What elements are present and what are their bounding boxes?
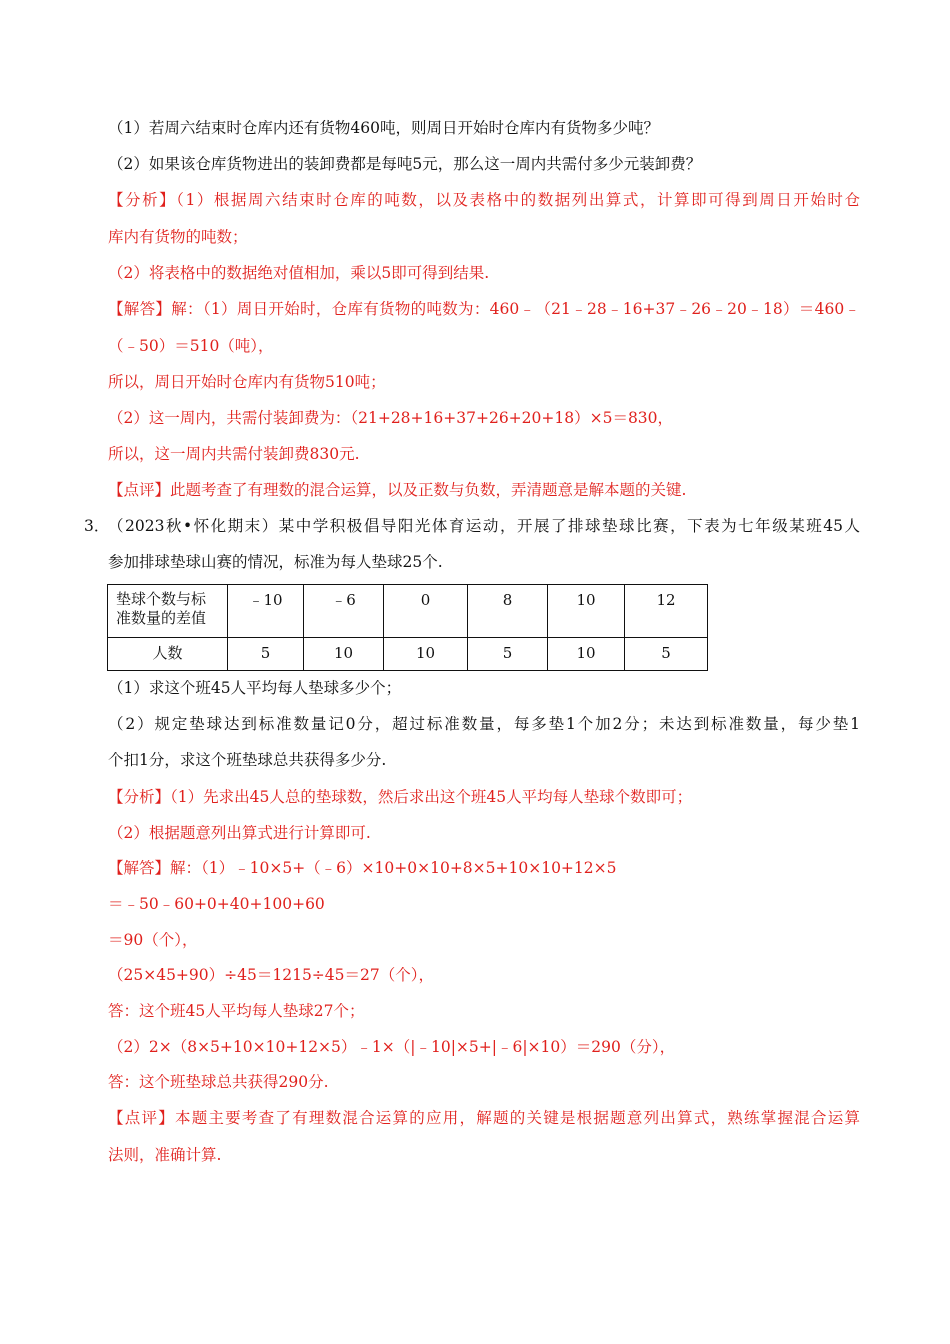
answer-tag: 【解答】 <box>108 859 171 877</box>
q3-comment-a: 本题主要考查了有理数混合运算的应用，解题的关键是根据题意列出算式，熟练掌握混合运算 <box>174 1109 860 1127</box>
q3-analysis <box>108 787 692 807</box>
q2-comment-text: 此题考查了有理数的混合运算，以及正数与负数，弄清题意是解本题的关键. <box>170 481 687 499</box>
q2-answer-1b: （﹣50）＝510（吨）， <box>108 337 274 355</box>
q3-answer-7: 答：这个班垫球总共获得290分. <box>108 1073 329 1091</box>
q3-answer-4: （25×45+90）÷45＝1215÷45＝27（个）， <box>108 966 434 984</box>
q3-answer-5: 答：这个班45人平均每人垫球27个； <box>108 1002 365 1020</box>
q3-subquestion-2b: 个扣1分，求这个班垫球总共获得多少分. <box>108 751 387 769</box>
q2-subquestion-1: （1）若周六结束时仓库内还有货物460吨，则周日开始时仓库内有货物多少吨？ <box>108 119 659 137</box>
table-cell: 10 <box>304 638 384 671</box>
table-cell: 10 <box>548 585 625 638</box>
q3-answer-3: ＝90（个）， <box>108 931 198 949</box>
analysis-tag: 【分析】 <box>108 191 177 209</box>
q2-answer-2a: （2）这一周内，共需付装卸费为：（21+28+16+37+26+20+18）×5＝830， <box>108 409 674 427</box>
table-header-count: 人数 <box>108 638 228 671</box>
q2-answer <box>108 299 860 319</box>
table-cell: 8 <box>468 585 548 638</box>
q3-subquestion-1: （1）求这个班45人平均每人垫球多少个； <box>108 679 402 697</box>
q2-comment <box>108 480 686 500</box>
q3-answer-2: ＝﹣50﹣60+0+40+100+60 <box>108 895 325 913</box>
q2-analysis-text-1a: （1）根据周六结束时仓库的吨数，以及表格中的数据列出算式，计算即可得到周日开始时仓 <box>176 191 860 209</box>
q2-answer-1a: 解：（1）周日开始时，仓库有货物的吨数为：460﹣（21﹣28﹣16+37﹣26﹣20﹣18）＝460﹣ <box>171 300 860 318</box>
table-cell: ﹣10 <box>228 585 304 638</box>
table-cell: 5 <box>228 638 304 671</box>
table-cell: 12 <box>625 585 708 638</box>
q3-answer-6: （2）2×（8×5+10×10+12×5）﹣1×（|﹣10|×5+|﹣6|×10）＝290（分）， <box>108 1038 676 1056</box>
q3-analysis-2: （2）根据题意列出算式进行计算即可. <box>108 824 371 842</box>
q3-subquestion-2a: （2）规定垫球达到标准数量记0分，超过标准数量，每多垫1个加2分；未达到标准数量，每少垫1 <box>108 715 860 733</box>
table-header-line-1: 垫球个数与标 <box>116 590 207 608</box>
answer-tag: 【解答】 <box>108 300 172 318</box>
comment-tag: 【点评】 <box>108 481 171 499</box>
q3-comment-b: 法则，准确计算. <box>108 1146 222 1164</box>
analysis-tag: 【分析】 <box>108 788 171 806</box>
table-cell: 0 <box>384 585 468 638</box>
table-row <box>108 638 708 671</box>
q3-answer <box>108 858 617 878</box>
q3-comment <box>108 1108 860 1128</box>
table-cell: 5 <box>625 638 708 671</box>
table-cell: 10 <box>548 638 625 671</box>
q3-answer-1: 解：（1）﹣10×5+（﹣6）×10+0×10+8×5+10×10+12×5 <box>170 859 617 877</box>
q2-analysis-text-2: （2）将表格中的数据绝对值相加，乘以5即可得到结果. <box>108 264 490 282</box>
table-cell: 10 <box>384 638 468 671</box>
q3-analysis-1: （1）先求出45人总的垫球数，然后求出这个班45人平均每人垫球个数即可； <box>170 788 693 806</box>
table-header-difference <box>108 585 228 638</box>
q3-stem-a: （2023秋•怀化期末）某中学积极倡导阳光体育运动，开展了排球垫球比赛，下表为七年级某班45人 <box>108 517 860 535</box>
q3-data-table <box>107 584 708 671</box>
table-header-line-2: 准数量的差值 <box>116 609 207 627</box>
table-cell: ﹣6 <box>304 585 384 638</box>
q2-answer-1c: 所以，周日开始时仓库内有货物510吨； <box>108 373 386 391</box>
q3-stem-b: 参加排球垫球山赛的情况，标准为每人垫球25个. <box>108 553 443 571</box>
table-cell: 5 <box>468 638 548 671</box>
q3-number: 3． <box>84 517 110 535</box>
q2-analysis-text-1b: 库内有货物的吨数； <box>108 228 248 246</box>
q2-subquestion-2: （2）如果该仓库货物进出的装卸费都是每吨5元，那么这一周内共需付多少元装卸费？ <box>108 155 702 173</box>
q2-answer-2b: 所以，这一周内共需付装卸费830元. <box>108 445 360 463</box>
comment-tag: 【点评】 <box>108 1109 175 1127</box>
table-row <box>108 585 708 638</box>
q2-analysis <box>108 190 860 210</box>
